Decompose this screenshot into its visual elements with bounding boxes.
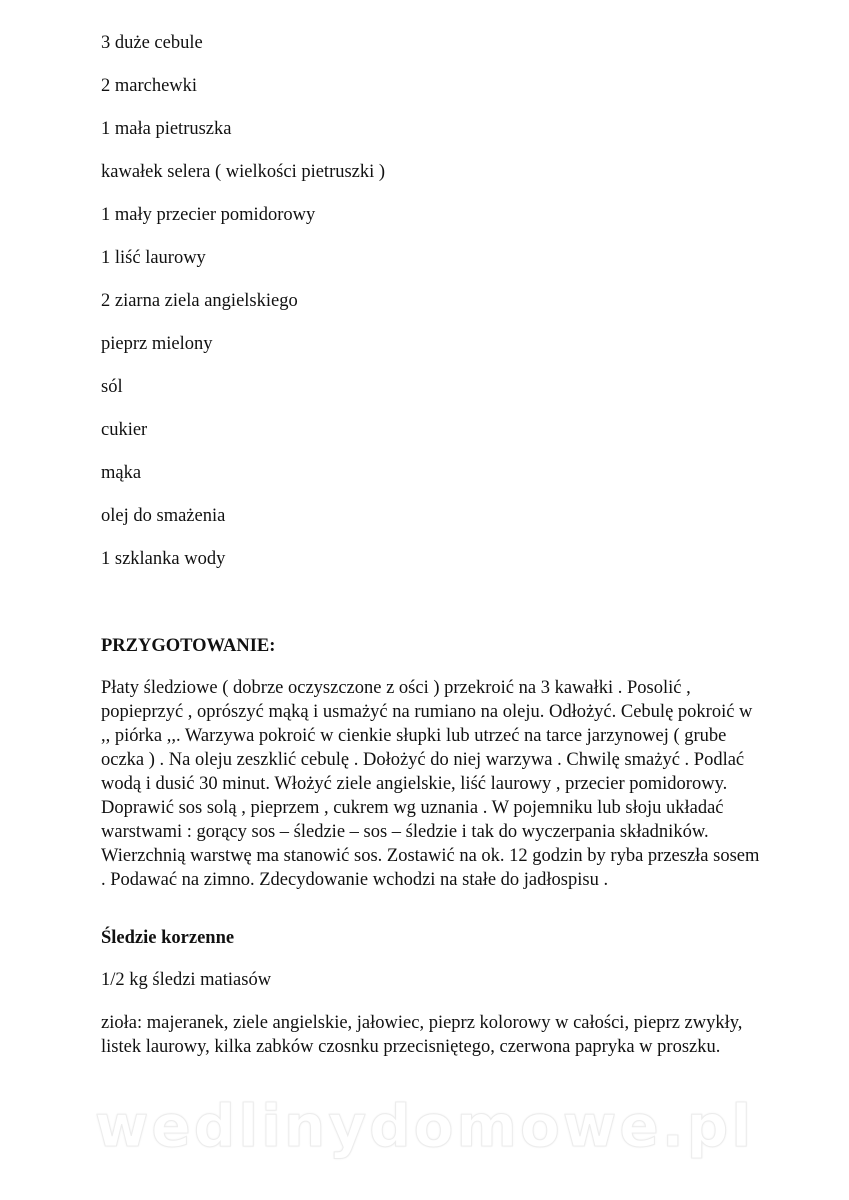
ingredient-item: cukier (101, 420, 148, 440)
second-recipe-amount: 1/2 kg śledzi matiasów (101, 970, 272, 990)
ingredient-item: pieprz mielony (101, 334, 213, 354)
ingredient-item: 2 marchewki (101, 76, 198, 96)
preparation-text: Płaty śledziowe ( dobrze oczyszczone z ości ) przekroić na 3 kawałki . Posolić , popieprzyć , oprószyć mąką i usmażyć na rumiano na oleju. Odłożyć. Cebulę pokroić w ,, piórka ,,. Warzywa pokroić w cienkie słupki lub utrzeć na tarce jarzynowej ( grube oczka ) . Na oleju zeszklić cebulę . Dołożyć do niej warzywa . Chwilę smażyć . Podlać wodą i dusić 30 minut. Włożyć ziele angielskie, liść laurowy , przecier pomidorowy. Doprawić sos solą , pieprzem , cukrem wg uznania . W pojemniku lub słoju układać warstwami : gorący sos – śledzie – sos – śledzie i tak do wyczerpania składników. Wierzchnią warstwę ma stanowić sos. Zostawić na ok. 12 godzin by ryba przeszła sosem . Podawać na zimno. Zdecydowanie wchodzi na stałe do jadłospisu . (101, 678, 760, 890)
document-page (101, 30, 761, 1057)
ingredient-item: sól (101, 377, 123, 397)
ingredient-item: 1 liść laurowy (101, 248, 206, 268)
ingredient-item: mąka (101, 463, 142, 483)
ingredient-item: 1 mała pietruszka (101, 119, 232, 139)
preparation-heading: PRZYGOTOWANIE: (101, 636, 276, 656)
ingredient-item: olej do smażenia (101, 506, 226, 526)
second-recipe-herbs: zioła: majeranek, ziele angielskie, jałowiec, pieprz kolorowy w całości, pieprz zwykły, listek laurowy, kilka zabków czosnku przecisniętego, czerwona papryka w proszku. (101, 1013, 743, 1057)
watermark-text: wedlinydomowe.pl (94, 1092, 755, 1160)
ingredient-item: 3 duże cebule (101, 33, 203, 53)
ingredient-item: 1 szklanka wody (101, 549, 226, 569)
ingredient-item: 1 mały przecier pomidorowy (101, 205, 316, 225)
second-recipe-title: Śledzie korzenne (101, 928, 235, 948)
ingredient-item: kawałek selera ( wielkości pietruszki ) (101, 162, 386, 182)
ingredient-item: 2 ziarna ziela angielskiego (101, 291, 298, 311)
ingredient-list (101, 30, 761, 572)
